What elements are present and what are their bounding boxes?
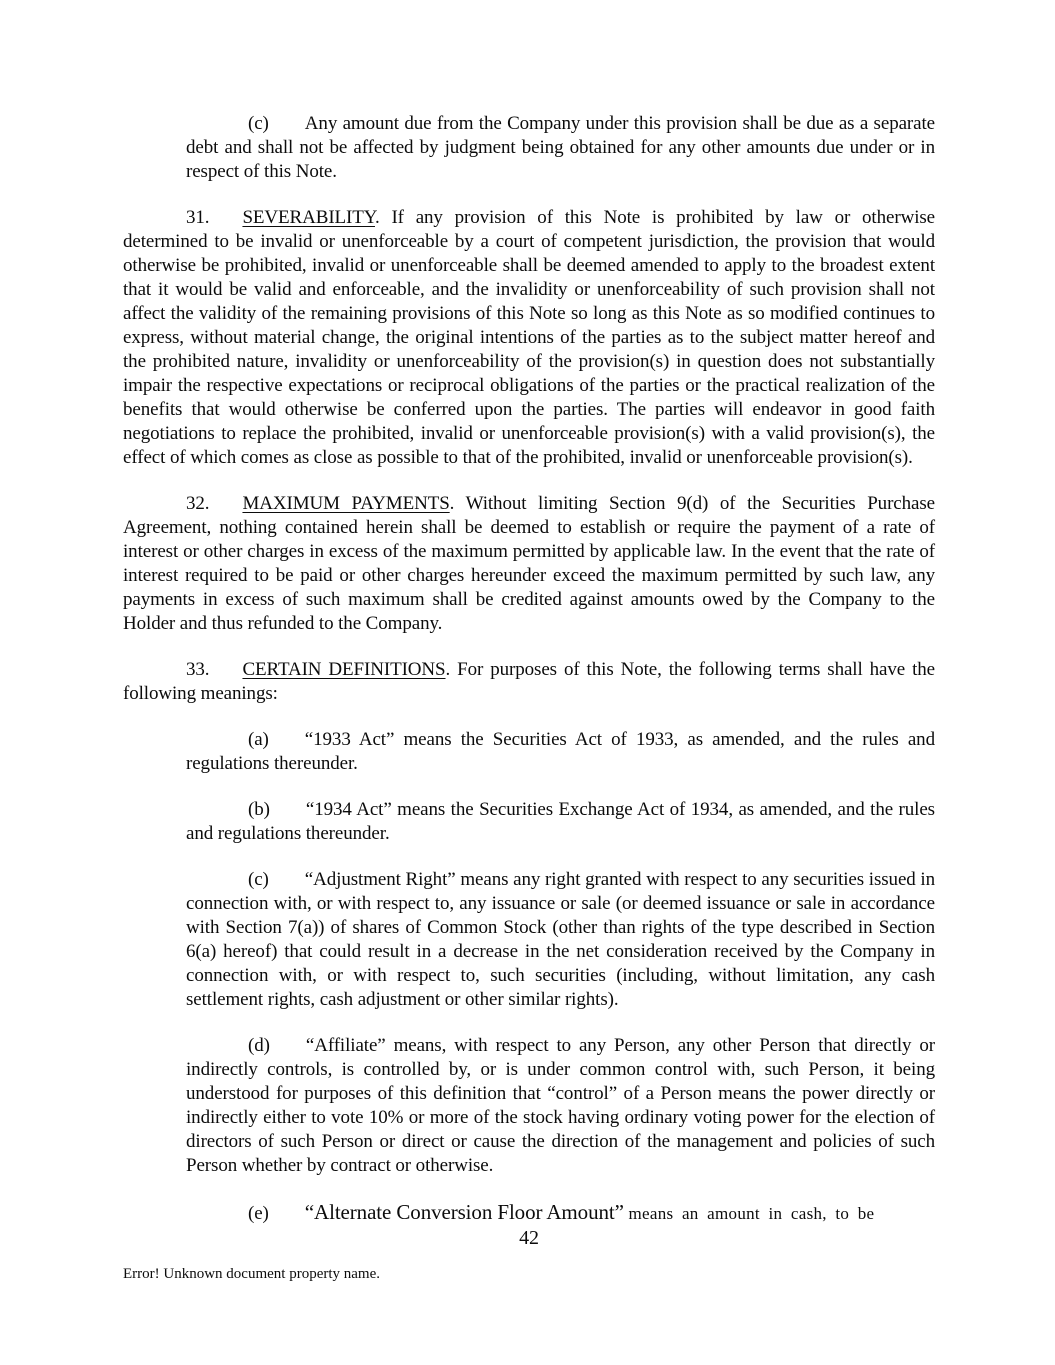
paragraph-label: (c) [248, 113, 269, 134]
section-number: 31. [186, 207, 210, 228]
paragraph-c-separate-debt [186, 112, 935, 184]
definition-e-alternate-conversion-floor-amount [186, 1200, 935, 1226]
page-number: 42 [519, 1227, 539, 1249]
definition-label: (b) [248, 799, 270, 820]
definition-label: (e) [248, 1203, 269, 1224]
footer-error-text: Error! Unknown document property name. [123, 1266, 381, 1282]
heading-separator: . [449, 493, 455, 514]
section-body: For purposes of this Note, the following terms shall have the following meanings: [123, 659, 936, 704]
heading-separator: . [374, 207, 380, 228]
defined-term: “1933 Act” [304, 729, 395, 750]
definition-body: means any right granted with respect to any securities issued in connection with, or with respect to, any issuance or sale (or deemed issuance or sale in accordance with Section 7(a)) of shares of Common Stock (other than rights of the type described in Section 6(a) hereof) that could result in a decrease in the net consideration received by the Company in connection with, or with respect to, such securities (including, without limitation, any cash settlement rights, cash adjustment or other similar rights). [186, 869, 936, 1010]
section-number: 32. [186, 493, 210, 514]
section-body: Without limiting Section 9(d) of the Securities Purchase Agreement, nothing contained herein shall be deemed to establish or require the payment of a rate of interest or other charges in excess of the maximum permitted by applicable law. In the event that the rate of interest required to be paid or other charges hereunder exceed the maximum permitted by such law, any payments in excess of such maximum shall be credited against amounts owed by the Company to the Holder and thus refunded to the Company. [123, 493, 935, 634]
section-body: If any provision of this Note is prohibited by law or otherwise determined to be invalid or unenforceable by a court of competent jurisdiction, the provision that would otherwise be prohibited, invalid or unenforceable shall be deemed amended to apply to the broadest extent that it would be valid and enforceable, and the invalidity or unenforceability of such provision shall not affect the validity of the remaining provisions of this Note so long as this Note as so modified continues to express, without material change, the original intentions of the parties as to the subject matter hereof and the prohibited nature, invalidity or unenforceability of the provision(s) in question does not substantially impair the respective expectations or reciprocal obligations of the parties or the practical realization of the benefits that would otherwise be conferred upon the parties. The parties will endeavor in good faith negotiations to replace the prohibited, invalid or unenforceable provision(s) with a valid provision(s), the effect of which comes as close as possible to that of the prohibited, invalid or unenforceable provision(s). [123, 207, 935, 468]
defined-term: “Affiliate” [305, 1035, 386, 1056]
definition-c-adjustment-right [186, 868, 935, 1012]
definition-body: means the Securities Act of 1933, as amended, and the rules and regulations thereunder. [186, 729, 935, 774]
section-heading: MAXIMUM PAYMENTS [242, 493, 450, 514]
heading-separator: . [445, 659, 451, 680]
section-33-certain-definitions [123, 658, 935, 706]
definition-body: means the Securities Exchange Act of 1934, as amended, and the rules and regulations thereunder. [186, 799, 935, 844]
document-content [123, 112, 935, 1250]
definition-label: (d) [248, 1035, 270, 1056]
defined-term: “Alternate Conversion Floor Amount” [304, 1200, 624, 1224]
defined-term: “Adjustment Right” [304, 869, 456, 890]
section-number: 33. [186, 659, 210, 680]
definition-label: (a) [248, 729, 269, 750]
definition-body: means an amount in cash, to be [628, 1204, 875, 1223]
section-heading: CERTAIN DEFINITIONS [242, 659, 446, 680]
defined-term: “1934 Act” [305, 799, 392, 820]
definition-label: (c) [248, 869, 269, 890]
section-heading: SEVERABILITY [242, 207, 375, 228]
definition-b-1934-act [186, 798, 935, 846]
definition-a-1933-act [186, 728, 935, 776]
section-32-maximum-payments [123, 492, 935, 636]
section-31-severability [123, 206, 935, 470]
paragraph-text: Any amount due from the Company under this provision shall be due as a separate debt and shall not be affected by judgment being obtained for any other amounts due under or in respect of this Note. [186, 113, 935, 182]
definition-d-affiliate [186, 1034, 935, 1178]
definition-body: means, with respect to any Person, any other Person that directly or indirectly controls, is controlled by, or is under common control with, such Person, it being understood for purposes of this definition that “control” of a Person means the power directly or indirectly either to vote 10% or more of the stock having ordinary voting power for the election of directors of such Person or direct or cause the direction of the management and policies of such Person whether by contract or otherwise. [186, 1035, 935, 1176]
